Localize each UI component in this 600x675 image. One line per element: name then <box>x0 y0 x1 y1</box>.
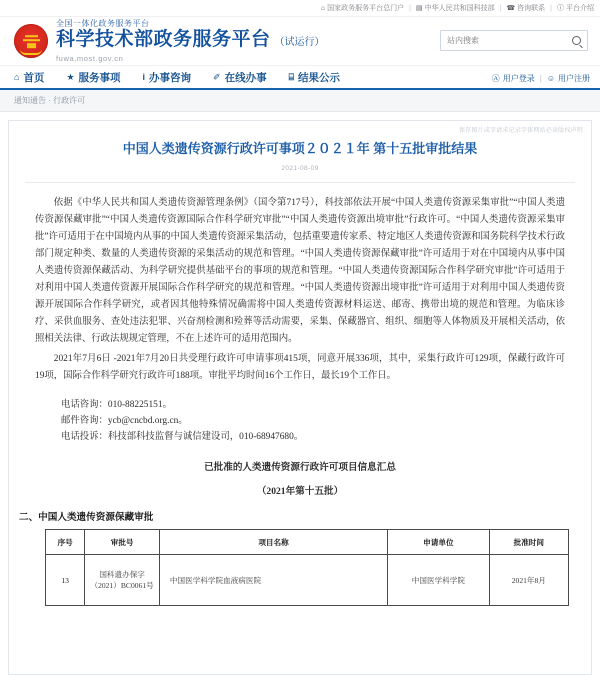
copyright-watermark: 保存图片或字请求记录字体网站必读版权声明 <box>458 128 583 134</box>
article-paragraph: 依据《中华人民共和国人类遗传资源管理条例》（国令第717号），科技部依法开展“中国人类遗传资源采集审批”“中国人类遗传资源保藏审批”“中国人类遗传资源国际合作科学研究审批”“中国人类遗传资源出境审批”行政许可。“中国人类遗传资源采集审批”许可适用于在中国境内从事的中国人类遗传资源采集活动，包括重要遗传家系、特定地区人类遗传资源和国务院科学技术行政部门规定种类、数量的人类遗传资源的采集活动的规范和管理。“中国人类遗传资源保藏审批”许可适用于对在中国境内从事中国人类遗传资源保藏活动、为科学研究提供基础平台的事项的规范和管理。“中国人类遗传资源国际合作科学研究审批”许可适用于对利用中国人类遗传资源开展国际合作科学研究的规范和管理。“中国人类遗传资源出境审批”许可适用于对利用中国人类遗传资源开展国际合作科学研究，或者因其他特殊情况确需将中国人类遗传资源材料运送、邮寄、携带出境的规范和管理。为临床诊疗、采供血服务、查处违法犯罪、兴奋剂检测和殓葬等活动需要，采集、保藏器官、组织、细胞等人体物质及开展相关活动，依照相关法律、行政法规规定管理，不在上述许可的适用范围内。 <box>35 198 565 344</box>
brand-url: fuwa.most.gov.cn <box>56 54 124 63</box>
col-header-seq: 序号 <box>46 530 85 555</box>
approval-no-line1: 国科遗办保字 <box>99 570 145 579</box>
pencil-icon: ✐ <box>213 71 221 82</box>
article-title: 中国人类遗传资源行政许可事项２０２１年 第十五批审批结果 <box>122 141 478 156</box>
table-header-row <box>46 530 569 555</box>
brand-supertitle: 全国一体化政务服务平台 <box>56 19 150 28</box>
contact-phone: 电话咨询：010-88225151。 <box>61 400 172 410</box>
nav-item-label: 服务事项 <box>78 71 121 84</box>
nav-account-links <box>492 66 590 91</box>
top-utility-bar <box>0 0 600 17</box>
national-emblem-icon <box>14 24 48 58</box>
section-heading: 二、中国人类遗传资源保藏审批 <box>19 512 154 523</box>
breadcrumb-bar <box>0 90 600 112</box>
login-label: 用户登录 <box>502 74 535 83</box>
search-area <box>440 30 588 51</box>
nav-item-results[interactable] <box>289 70 340 85</box>
separator: | <box>539 74 542 83</box>
cell-approval-no <box>85 555 160 606</box>
top-utility-links <box>321 3 594 13</box>
article-date: 2021-08-09 <box>281 165 319 172</box>
nav-item-services[interactable] <box>66 70 120 85</box>
search-box[interactable] <box>440 30 588 51</box>
approval-table <box>45 529 569 606</box>
cell-project-name: 中国医学科学院血液病医院 <box>159 555 387 606</box>
info-icon: i <box>142 71 146 82</box>
info-icon: ⓘ <box>557 4 564 12</box>
page-title: 科学技术部政务服务平台 <box>56 29 271 50</box>
contact-complaint: 电话投诉：科技部科技监督与诚信建设司，010-68947680。 <box>61 432 304 442</box>
top-link-label: 中华人民共和国科技部 <box>424 5 495 12</box>
document-icon: ⌸ <box>288 71 294 82</box>
nav-item-consult[interactable] <box>143 70 192 85</box>
nav-item-label: 在线办事 <box>224 71 267 84</box>
cell-applicant: 中国医学科学院 <box>388 555 490 606</box>
contact-block <box>61 397 565 445</box>
separator: | <box>409 4 411 12</box>
divider <box>25 182 575 183</box>
approval-no-line2: （2021）BC0061号 <box>90 581 154 590</box>
search-button[interactable] <box>565 31 587 50</box>
col-header-project-name: 项目名称 <box>159 530 387 555</box>
cell-approval-date: 2021年8月 <box>489 555 568 606</box>
nav-item-label: 办事咨询 <box>149 71 192 84</box>
breadcrumb[interactable]: 通知通告 · 行政许可 <box>14 96 86 105</box>
building-icon: ▤ <box>415 4 423 12</box>
cell-seq: 13 <box>46 555 85 606</box>
summary-title: 已批准的人类遗传资源行政许可项目信息汇总 <box>204 462 396 473</box>
search-input[interactable] <box>441 31 565 50</box>
separator: | <box>550 4 552 12</box>
star-icon: ★ <box>66 71 75 82</box>
summary-subtitle: （2021年第十五批） <box>256 486 344 497</box>
top-link-most[interactable] <box>416 3 495 13</box>
site-brand[interactable] <box>56 18 325 64</box>
main-navigation <box>0 65 600 90</box>
search-icon <box>572 36 581 45</box>
top-link-about[interactable] <box>557 3 594 13</box>
contact-email: 邮件咨询：ycb@cncbd.org.cn。 <box>61 416 188 426</box>
nav-item-label: 结果公示 <box>297 71 340 84</box>
phone-icon: ☎ <box>506 4 516 12</box>
top-link-contact[interactable] <box>506 3 545 13</box>
nav-items <box>14 70 340 85</box>
article-body <box>35 195 565 385</box>
nav-item-online-service[interactable] <box>213 70 267 85</box>
top-link-national-portal[interactable] <box>321 3 404 13</box>
col-header-applicant: 申请单位 <box>388 530 490 555</box>
article-paragraph: 2021年7月6日 -2021年7月20日共受理行政许可申请事项415项，同意开展336项，其中，采集行政许可129项，保藏行政许可19项，国际合作科学研究行政许可188项。审批平均时间16个工作日，最长19个工作日。 <box>35 354 565 381</box>
top-link-label: 平台介绍 <box>566 5 594 12</box>
table-row <box>46 555 569 606</box>
register-link[interactable] <box>547 73 590 84</box>
user-login-icon: Ⓐ <box>491 74 500 83</box>
user-register-icon: ☺ <box>546 74 555 83</box>
brand-title-suffix: （试运行） <box>274 37 325 48</box>
nav-item-home[interactable] <box>14 70 44 85</box>
site-header <box>0 17 600 65</box>
col-header-approval-no: 审批号 <box>85 530 160 555</box>
register-label: 用户注册 <box>558 74 590 83</box>
nav-item-label: 首页 <box>23 71 45 84</box>
separator: | <box>499 4 502 12</box>
home-icon: ⌂ <box>14 71 20 82</box>
login-link[interactable] <box>492 73 535 84</box>
home-icon: ⌂ <box>320 4 326 12</box>
top-link-label: 咨询联系 <box>517 5 546 12</box>
col-header-approval-date: 批准时间 <box>489 530 568 555</box>
top-link-label: 国家政务服务平台总门户 <box>327 5 405 12</box>
article-card <box>8 120 592 675</box>
